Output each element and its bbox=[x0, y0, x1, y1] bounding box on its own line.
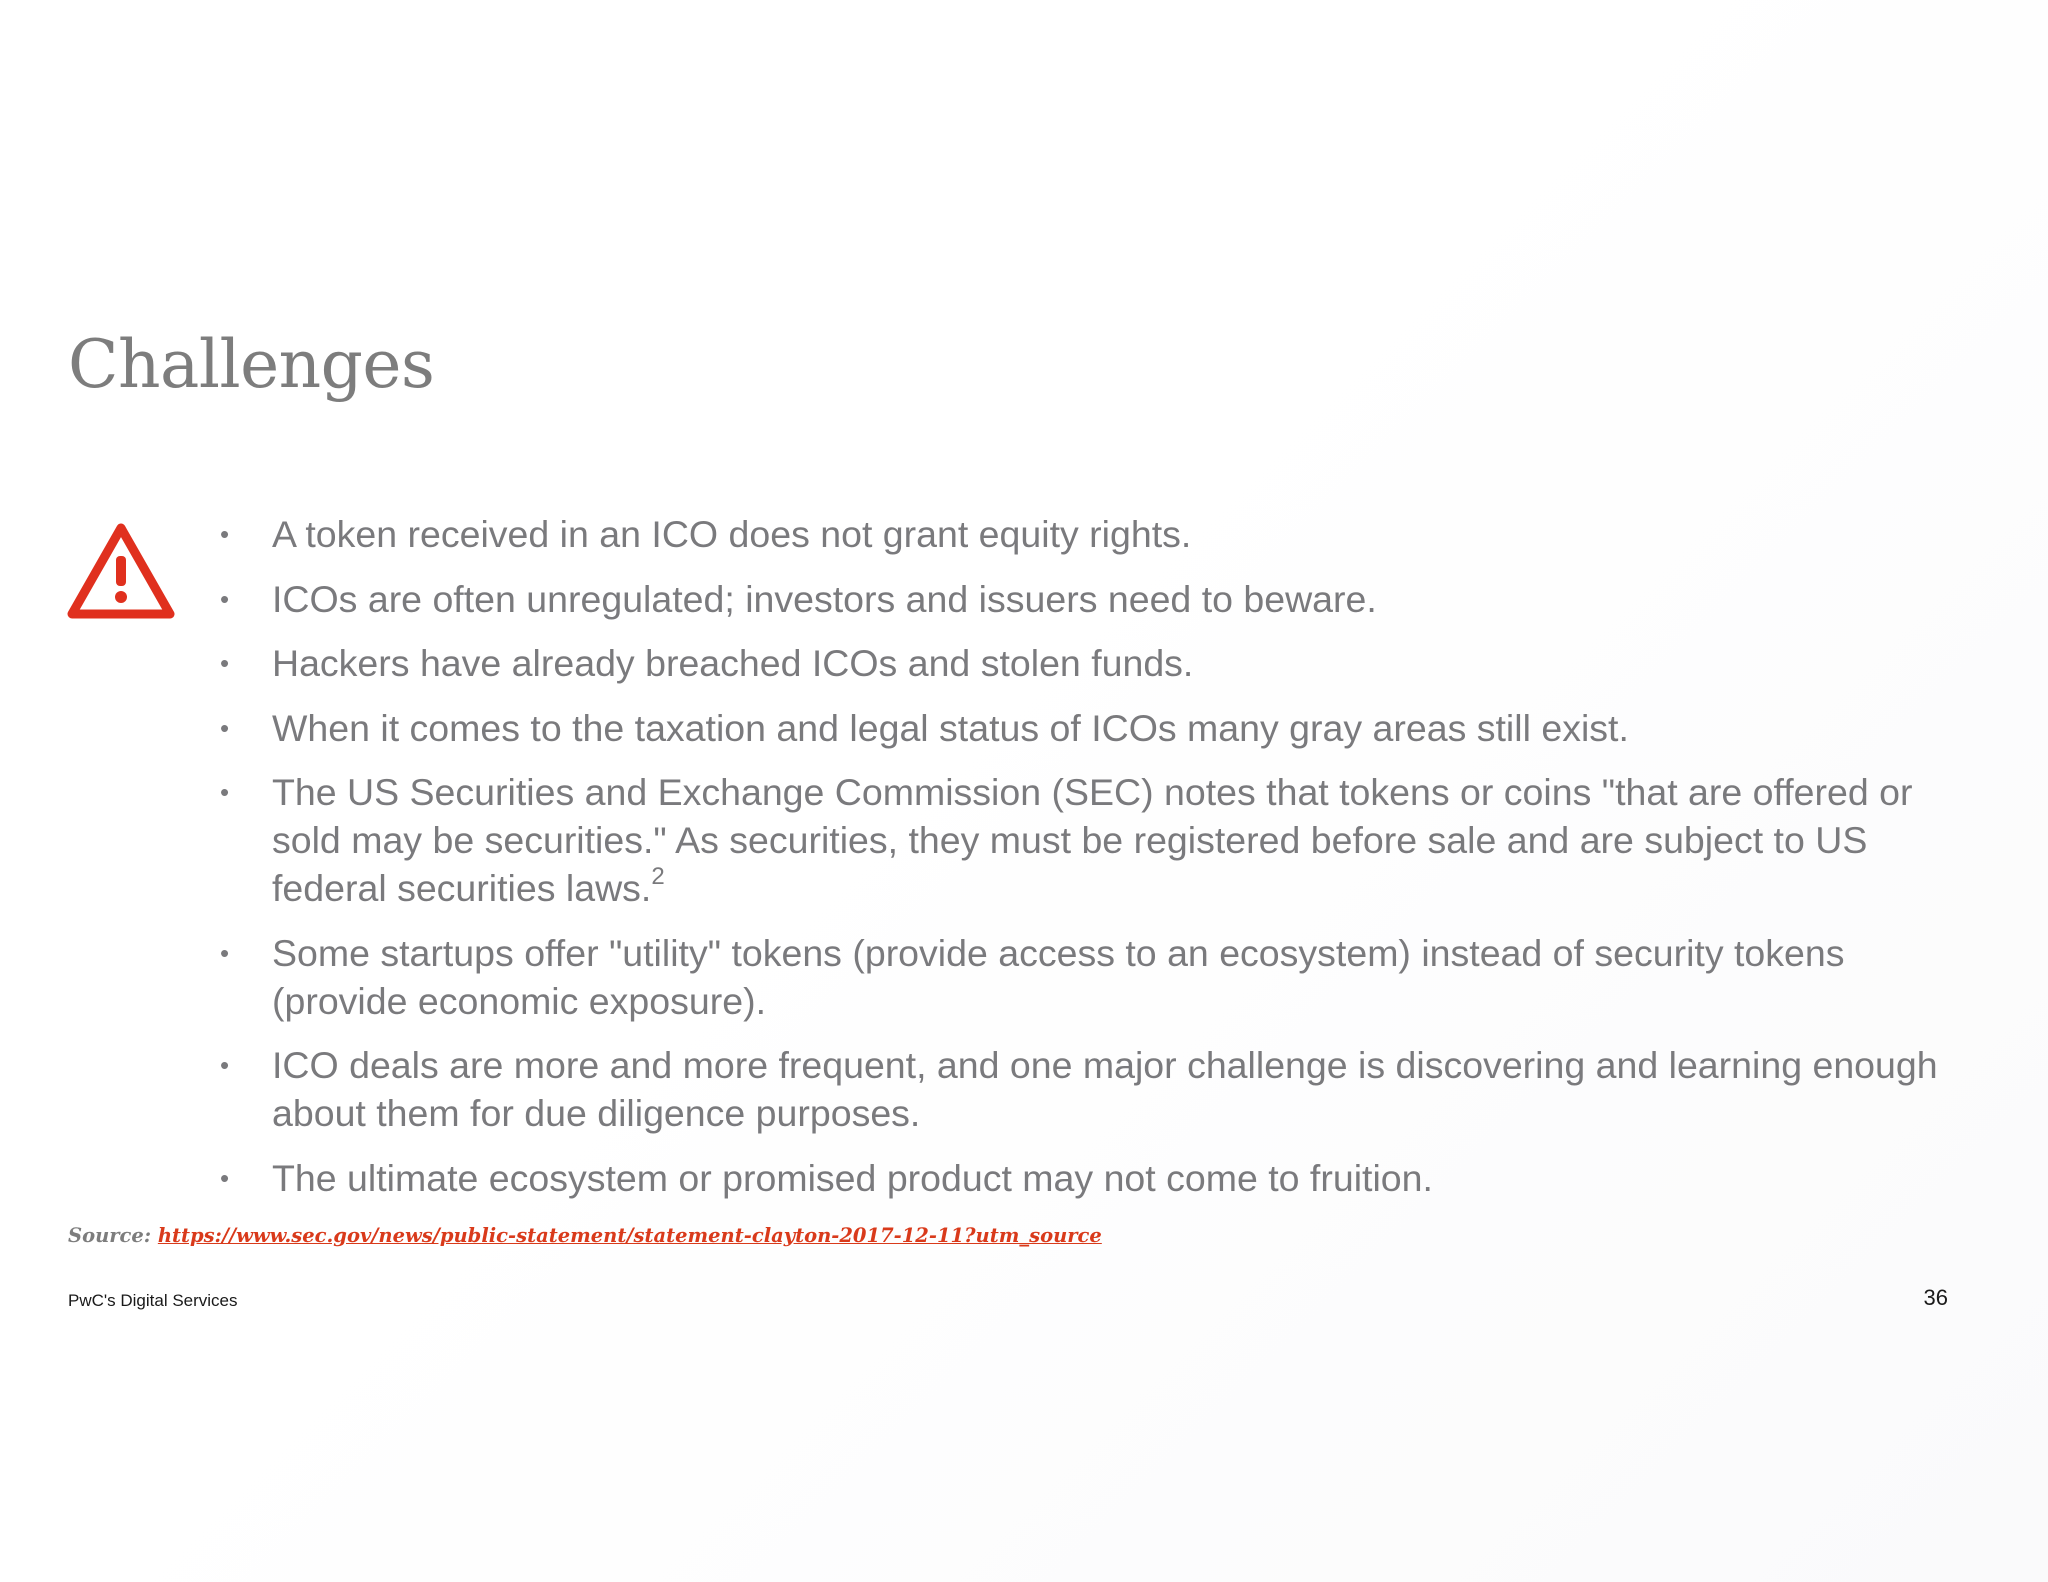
page-title: Challenges bbox=[68, 326, 435, 403]
bullet-text: ICOs are often unregulated; investors and issuers need to beware. bbox=[272, 577, 1377, 620]
list-item bbox=[216, 1041, 1976, 1137]
warning-triangle-icon bbox=[66, 522, 176, 622]
bullet-text: When it comes to the taxation and legal status of ICOs many gray areas still exist. bbox=[272, 706, 1629, 749]
bullet-marker: • bbox=[220, 648, 230, 678]
list-item bbox=[216, 510, 1976, 558]
source-link[interactable]: https://www.sec.gov/news/public-statement/statement-clayton-2017-12-11?utm_source bbox=[157, 1224, 1102, 1247]
footer-text: PwC's Digital Services bbox=[68, 1291, 238, 1310]
bullet-text: The ultimate ecosystem or promised product may not come to fruition. bbox=[272, 1156, 1433, 1199]
list-item bbox=[216, 768, 1976, 912]
list-item bbox=[216, 1154, 1976, 1202]
list-item bbox=[216, 575, 1976, 623]
list-item bbox=[216, 639, 1976, 687]
list-item bbox=[216, 929, 1976, 1025]
source-label: Source: bbox=[68, 1224, 152, 1247]
bullet-text: Hackers have already breached ICOs and stolen funds. bbox=[272, 642, 1194, 684]
list-item bbox=[216, 704, 1976, 752]
bullet-marker: • bbox=[220, 712, 230, 743]
bullet-marker: • bbox=[220, 519, 230, 549]
bullet-marker: • bbox=[220, 1050, 230, 1080]
bullet-marker: • bbox=[220, 583, 230, 614]
bullet-marker: • bbox=[220, 937, 230, 968]
source-citation bbox=[68, 1223, 1102, 1249]
bullet-text: A token received in an ICO does not grant equity rights. bbox=[272, 513, 1192, 555]
bullet-text: The US Securities and Exchange Commission (SEC) notes that tokens or coins "that are offered or sold may be securities." As securities, they must be registered before sale and are subject to US federal securities laws. bbox=[272, 771, 1913, 909]
footnote-marker: 2 bbox=[651, 862, 665, 890]
bullet-marker: • bbox=[220, 1162, 230, 1193]
challenges-list bbox=[216, 510, 1976, 1218]
bullet-marker: • bbox=[220, 777, 230, 807]
page-number: 36 bbox=[1923, 1285, 1948, 1310]
bullet-text: Some startups offer "utility" tokens (provide access to an ecosystem) instead of security tokens (provide economic exposure). bbox=[272, 931, 1845, 1022]
bullet-text: ICO deals are more and more frequent, and one major challenge is discovering and learning enough about them for due diligence purposes. bbox=[272, 1044, 1938, 1134]
